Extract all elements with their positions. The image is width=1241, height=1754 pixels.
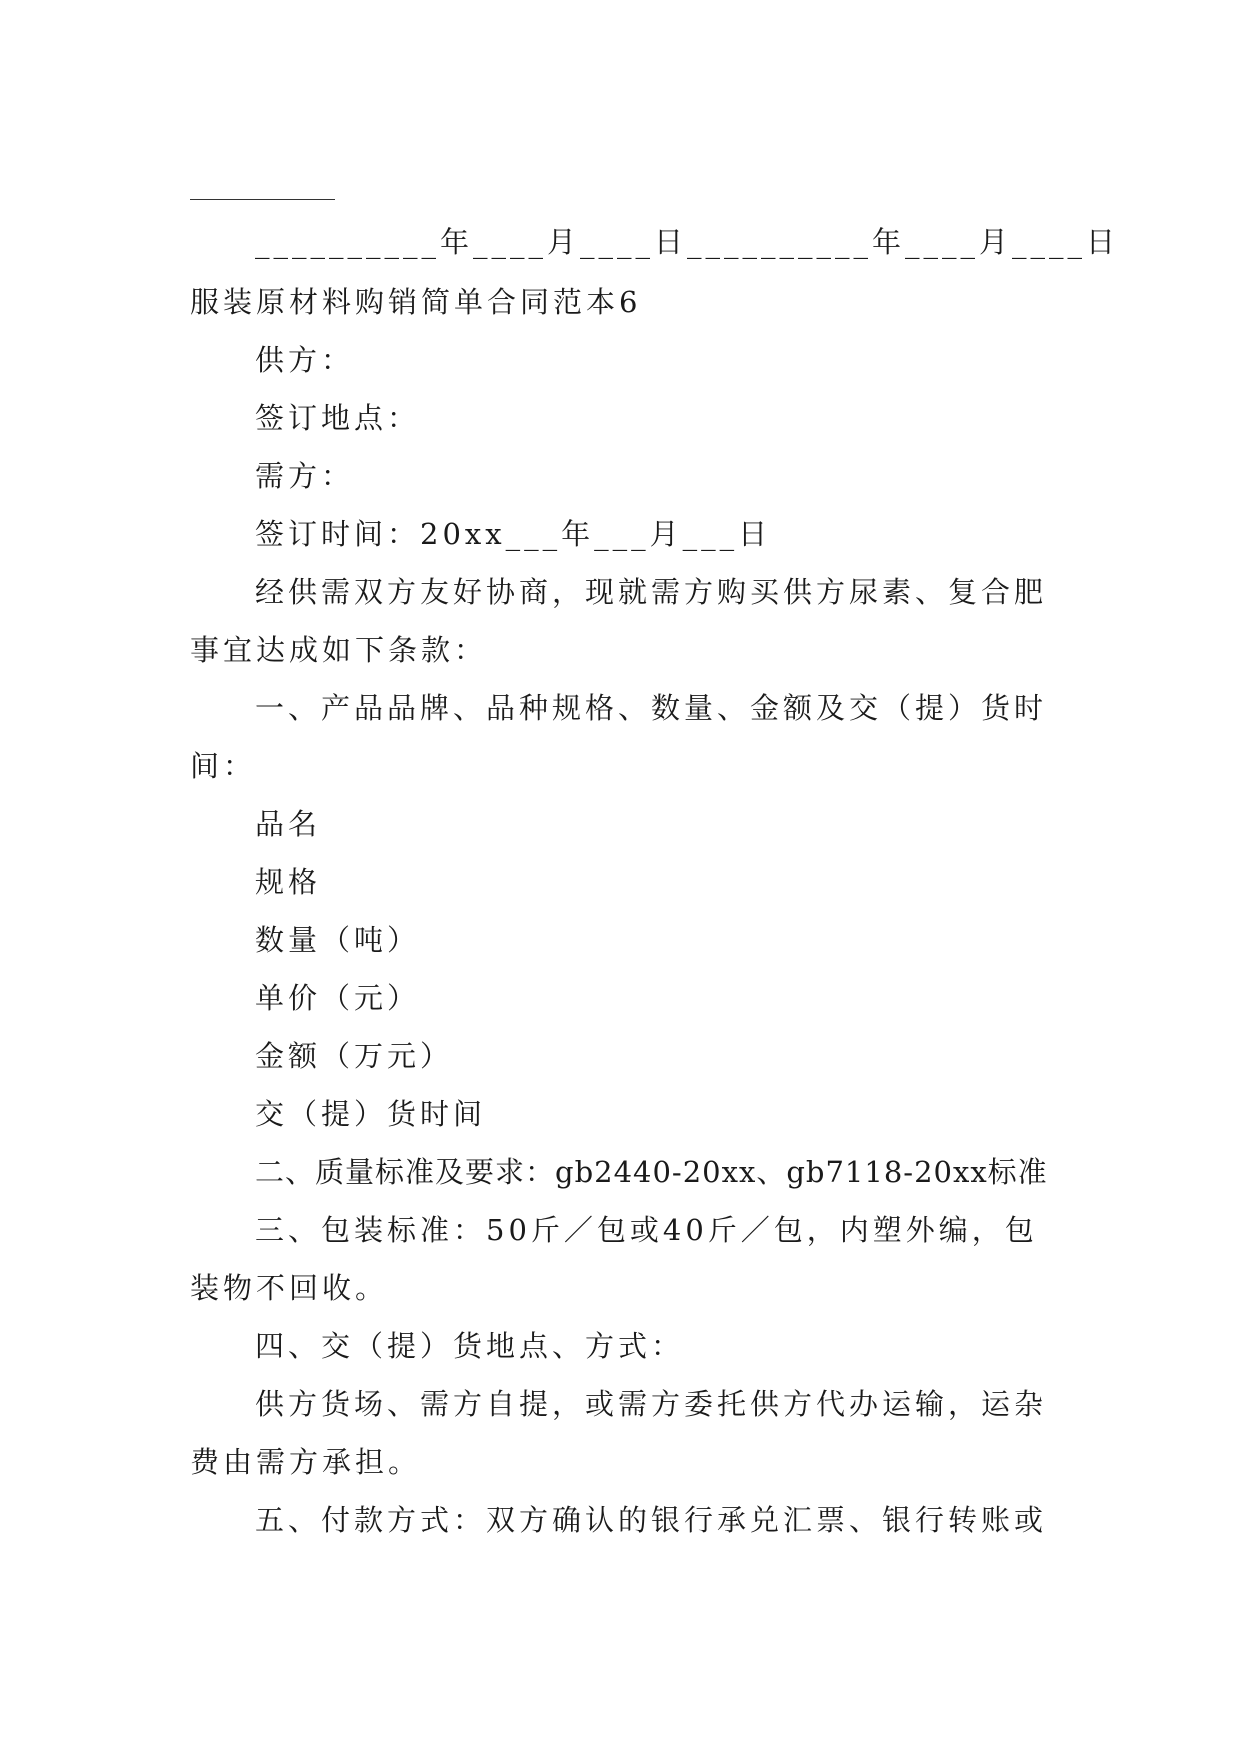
- item-spec-label: 规格: [255, 865, 322, 899]
- item-name-label: 品名: [255, 807, 322, 841]
- signature-rule: [190, 199, 335, 200]
- signing-place-label: 签订地点：: [255, 401, 421, 435]
- clause-4: 四、交（提）货地点、方式：: [255, 1329, 685, 1363]
- item-price-label: 单价（元）: [255, 981, 421, 1015]
- clause-1-line-1: 一、产品品牌、品种规格、数量、金额及交（提）货时: [255, 691, 1048, 725]
- intro-paragraph-line-2: 事宜达成如下条款：: [190, 633, 488, 667]
- clause-1-line-2: 间：: [190, 749, 257, 783]
- clause-5-line-1: 五、付款方式：双方确认的银行承兑汇票、银行转账或: [255, 1503, 1048, 1537]
- clause-4-detail-line-1: 供方货场、需方自提，或需方委托供方代办运输，运杂: [255, 1387, 1048, 1421]
- clause-2: 二、质量标准及要求：gb2440-20xx、gb7118-20xx标准: [255, 1155, 1048, 1189]
- clause-3-line-1: 三、包装标准：50斤／包或40斤／包，内塑外编，包: [255, 1213, 1038, 1247]
- item-quantity-label: 数量（吨）: [255, 923, 421, 957]
- supplier-label: 供方：: [255, 343, 355, 377]
- date-line: __________年____月____日__________年____月____日: [255, 225, 1120, 259]
- document-title: 服装原材料购销简单合同范本6: [190, 285, 642, 319]
- clause-4-detail-line-2: 费由需方承担。: [190, 1445, 422, 1479]
- signing-time-label: 签订时间：20xx___年___月___日: [255, 517, 772, 551]
- buyer-label: 需方：: [255, 459, 355, 493]
- item-delivery-time-label: 交（提）货时间: [255, 1097, 487, 1131]
- intro-paragraph-line-1: 经供需双方友好协商，现就需方购买供方尿素、复合肥: [255, 575, 1048, 609]
- item-amount-label: 金额（万元）: [255, 1039, 454, 1073]
- clause-3-line-2: 装物不回收。: [190, 1271, 389, 1305]
